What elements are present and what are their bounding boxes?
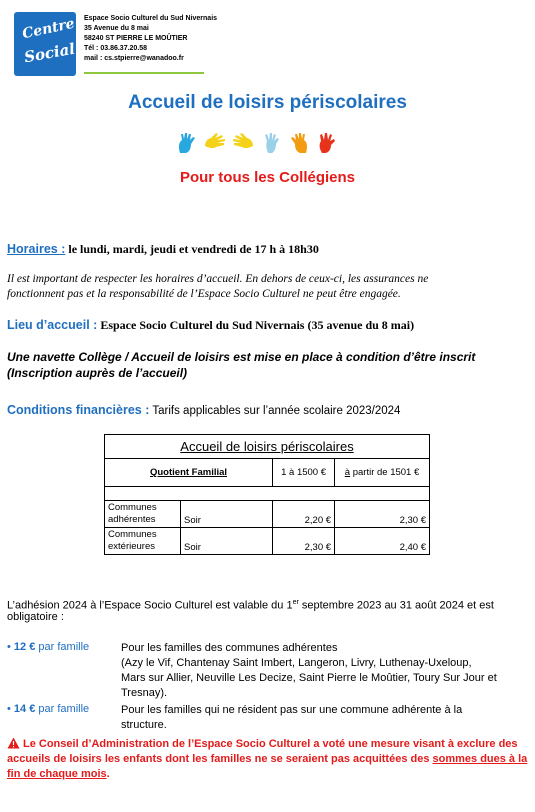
col2-rest: partir de 1501 € (352, 467, 420, 478)
price-desc-line: Tresnay). (121, 687, 168, 699)
price-desc-line: structure. (121, 719, 167, 731)
bullet-dot: • (7, 641, 11, 653)
lieu-label: Lieu d’accueil : (7, 318, 98, 332)
value-cell: 2,30 € (335, 501, 430, 528)
conditions-label: Conditions financières : (7, 403, 150, 417)
value-cell: 2,20 € (273, 501, 335, 528)
warning-line1 (7, 737, 529, 752)
navette-line2: (Inscription auprès de l’accueil) (7, 366, 188, 380)
warning-block (7, 737, 529, 782)
price-desc-line: (Azy le Vif, Chantenay Saint Imbert, Langeron, Livry, Luthenay-Uxeloup, (121, 657, 472, 669)
col2-a: à (344, 467, 351, 478)
header-divider (84, 72, 204, 74)
hands-decoration (176, 130, 342, 156)
hand-icon (176, 132, 198, 154)
horaires-label: Horaires : (7, 242, 66, 256)
lieu-text: Espace Socio Culturel du Sud Nivernais (35 avenue du 8 mai) (100, 318, 415, 332)
table-header-qf: Quotient Familial (105, 459, 273, 487)
centre-social-logo (14, 12, 76, 76)
price-desc-line: Pour les familles qui ne résident pas sur une commune adhérente à la (121, 704, 463, 716)
price-amount: 12 € (13, 641, 36, 653)
warning-text3a: fin de chaque mois (7, 768, 107, 780)
table-header-col1: 1 à 1500 € (273, 459, 335, 487)
tarif-table (104, 434, 430, 555)
hand-icon (204, 132, 226, 154)
price-unit: par famille (38, 703, 90, 715)
value-cell: 2,40 € (335, 528, 430, 555)
org-mail: mail : cs.stpierre@wanadoo.fr (84, 55, 184, 62)
org-name: Espace Socio Culturel du Sud Nivernais (84, 15, 218, 22)
horaires-text: le lundi, mardi, jeudi et vendredi de 17 h à 18h30 (68, 242, 319, 256)
hand-icon (260, 132, 282, 154)
hand-icon (316, 132, 338, 154)
navette-line1: Une navette Collège / Accueil de loisirs est mise en place à condition d’être inscrit (7, 350, 476, 364)
warning-text1: Le Conseil d’Administration de l’Espace Socio Culturel a voté une mesure visant à exclure des (23, 738, 518, 750)
price-description (121, 641, 531, 701)
warning-text2a: accueils de loisirs les enfants dont les familles ne se seraient pas acquittées des (7, 753, 433, 765)
adhesion-text-a: L’adhésion 2024 à l’Espace Socio Culturel est valable du 1 (7, 599, 293, 612)
bullet-dot: • (7, 703, 11, 715)
logo-line2: Social (22, 39, 76, 67)
warning-line3 (7, 767, 529, 782)
warning-text2b: sommes dues à la (432, 753, 528, 765)
org-tel: Tél : 03.86.37.20.58 (84, 45, 148, 52)
hand-icon (232, 132, 254, 154)
price-amount: 14 € (13, 703, 36, 715)
price-unit: par famille (38, 641, 90, 653)
org-address: 35 Avenue du 8 mai (84, 25, 149, 32)
price-item (7, 703, 89, 715)
hand-icon (288, 132, 310, 154)
page-title: Accueil de loisirs périscolaires (128, 92, 407, 113)
warning-text3b: . (106, 768, 110, 780)
org-city: 58240 ST PIERRE LE MOÛTIER (84, 35, 188, 42)
notice-line1: Il est important de respecter les horaires d’accueil. En dehors de ceux-ci, les assurances ne (7, 273, 429, 285)
lieu-line (7, 318, 527, 333)
table-row (105, 501, 430, 528)
logo-line1: Centre (20, 15, 76, 43)
price-desc-line: Mars sur Allier, Neuville Les Decize, Saint Pierre le Moûtier, Toury Sur Jour et (121, 672, 497, 684)
adhesion-sup: er (292, 599, 299, 606)
commune-l1: Communes (108, 529, 157, 540)
horaires-line (7, 242, 527, 257)
commune-cell (105, 501, 181, 528)
period-cell: Soir (181, 501, 273, 528)
warning-icon (7, 737, 20, 749)
table-row (105, 528, 430, 555)
table-title: Accueil de loisirs périscolaires (105, 435, 430, 459)
adhesion-text-b: septembre 2023 au 31 août 2024 et est (298, 599, 494, 612)
table-spacer (105, 487, 430, 501)
conditions-text: Tarifs applicables sur l’année scolaire 2023/2024 (152, 405, 401, 417)
price-item (7, 641, 89, 653)
notice-line2: fonctionnent pas et la responsabilité de l’Espace Socio Culturel ne peut être engagée. (7, 288, 401, 300)
organization-block (84, 14, 217, 64)
conditions-line (7, 403, 527, 419)
price-desc-line: Pour les familles des communes adhérentes (121, 642, 338, 654)
commune-l2: adhérentes (108, 514, 156, 525)
commune-l1: Communes (108, 502, 157, 513)
commune-l2: extérieures (108, 541, 155, 552)
table-header-col2 (335, 459, 430, 487)
adhesion-line2: obligatoire : (7, 611, 64, 623)
subtitle: Pour tous les Collégiens (179, 169, 356, 186)
period-cell: Soir (181, 528, 273, 555)
value-cell: 2,30 € (273, 528, 335, 555)
warning-line2 (7, 752, 529, 767)
price-description (121, 703, 531, 733)
commune-cell (105, 528, 181, 555)
